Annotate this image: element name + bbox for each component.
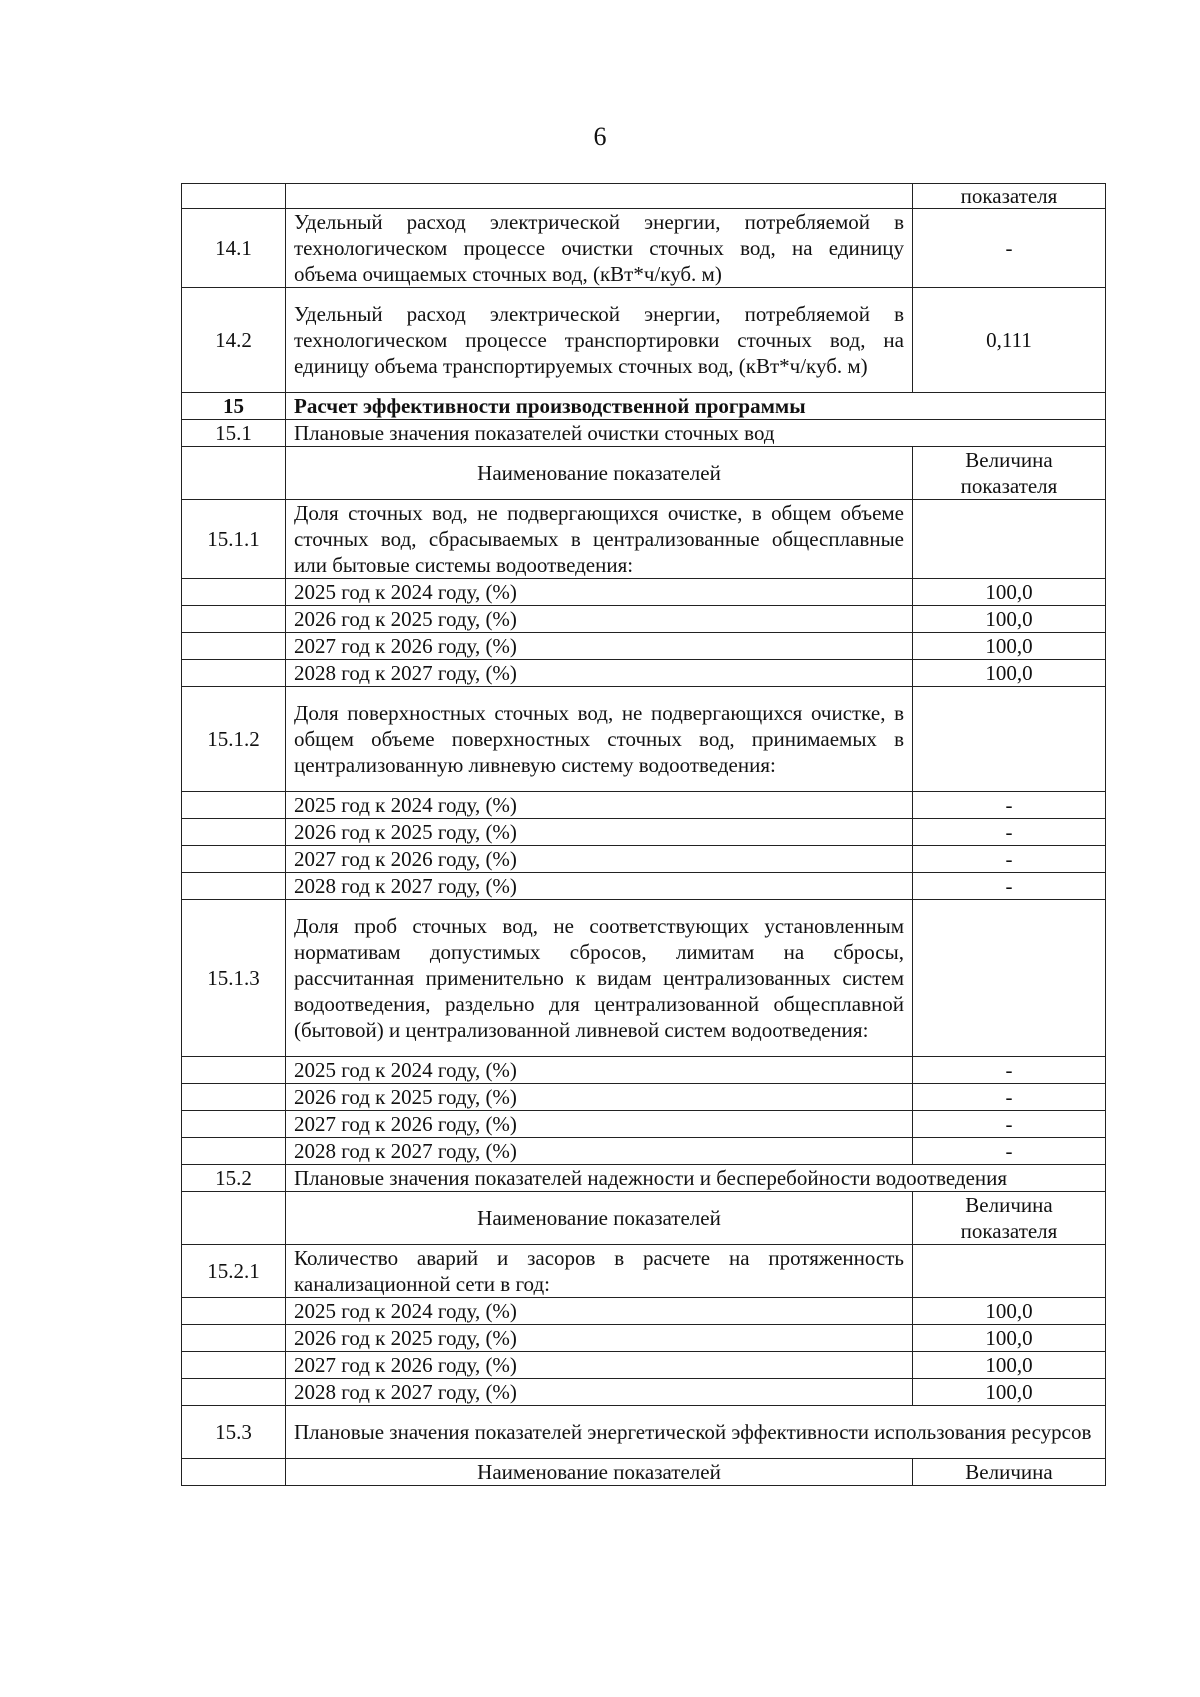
year-label: 2026 год к 2025 году, (%) <box>286 819 913 846</box>
row-number: 14.2 <box>182 288 286 393</box>
table-row-year <box>182 579 1106 606</box>
cell-empty <box>182 873 286 900</box>
table-row-year <box>182 819 1106 846</box>
row-text: Доля проб сточных вод, не соответствующих установленным нормативам допустимых сбросов, лимитам на сбросы, рассчитанная применительно к видам централизованных систем водоотведения, раздельно для централизованной общесплавной (бытовой) и централизованной ливневой систем водоотведения: <box>286 900 913 1057</box>
cell-empty <box>182 1192 286 1245</box>
year-label: 2025 год к 2024 году, (%) <box>286 1057 913 1084</box>
table-row-column-header <box>182 447 1106 500</box>
cell-empty <box>182 606 286 633</box>
year-value: - <box>913 873 1106 900</box>
table-row-15-1-3 <box>182 900 1106 1057</box>
cell-empty <box>182 1111 286 1138</box>
row-text: Удельный расход электрической энергии, потребляемой в технологическом процессе очистки сточных вод, на единицу объема очищаемых сточных вод, (кВт*ч/куб. м) <box>286 209 913 288</box>
table-row-column-header <box>182 1192 1106 1245</box>
header-value-cell: показателя <box>913 184 1106 209</box>
year-value: 100,0 <box>913 606 1106 633</box>
table-row-year <box>182 1084 1106 1111</box>
year-label: 2028 год к 2027 году, (%) <box>286 1138 913 1165</box>
cell-empty <box>286 184 913 209</box>
subsection-number: 15.3 <box>182 1406 286 1459</box>
year-label: 2026 год к 2025 году, (%) <box>286 1325 913 1352</box>
cell-empty <box>182 184 286 209</box>
cell-empty <box>182 1298 286 1325</box>
table-row-year <box>182 1057 1106 1084</box>
table-row-year <box>182 792 1106 819</box>
row-text: Удельный расход электрической энергии, потребляемой в технологическом процессе транспортировки сточных вод, на единицу объема транспортируемых сточных вод, (кВт*ч/куб. м) <box>286 288 913 393</box>
year-label: 2028 год к 2027 году, (%) <box>286 1379 913 1406</box>
year-value: - <box>913 1138 1106 1165</box>
cell-empty <box>182 1379 286 1406</box>
table-row-year <box>182 873 1106 900</box>
cell-empty <box>182 579 286 606</box>
year-label: 2027 год к 2026 году, (%) <box>286 633 913 660</box>
year-label: 2028 год к 2027 году, (%) <box>286 660 913 687</box>
subsection-number: 15.1 <box>182 420 286 447</box>
cell-empty <box>182 1057 286 1084</box>
row-text: Количество аварий и засоров в расчете на протяженность канализационной сети в год: <box>286 1245 913 1298</box>
row-number: 15.1.3 <box>182 900 286 1057</box>
table-row-15-1-2 <box>182 687 1106 792</box>
row-value: - <box>913 209 1106 288</box>
row-value: 0,111 <box>913 288 1106 393</box>
cell-empty <box>182 1352 286 1379</box>
year-value: 100,0 <box>913 579 1106 606</box>
table-row-15-2-1 <box>182 1245 1106 1298</box>
table-row-14-1 <box>182 209 1106 288</box>
year-label: 2027 год к 2026 году, (%) <box>286 1111 913 1138</box>
table-row-year <box>182 1298 1106 1325</box>
year-label: 2028 год к 2027 году, (%) <box>286 873 913 900</box>
table-row-15-2 <box>182 1165 1106 1192</box>
section-title: Расчет эффективности производственной программы <box>286 393 1106 420</box>
subsection-number: 15.2 <box>182 1165 286 1192</box>
year-value: - <box>913 846 1106 873</box>
cell-empty <box>182 846 286 873</box>
year-value: - <box>913 1084 1106 1111</box>
cell-empty <box>182 660 286 687</box>
year-value: 100,0 <box>913 1352 1106 1379</box>
year-label: 2027 год к 2026 году, (%) <box>286 1352 913 1379</box>
column-header-value: Величина показателя <box>913 447 1106 500</box>
cell-empty <box>182 1138 286 1165</box>
year-value: - <box>913 819 1106 846</box>
year-label: 2026 год к 2025 году, (%) <box>286 1084 913 1111</box>
column-header-name: Наименование показателей <box>286 447 913 500</box>
subsection-title: Плановые значения показателей надежности и бесперебойности водоотведения <box>286 1165 1106 1192</box>
column-header-name: Наименование показателей <box>286 1192 913 1245</box>
table-row-continued-header <box>182 184 1106 209</box>
row-number: 15.1.2 <box>182 687 286 792</box>
year-label: 2026 год к 2025 году, (%) <box>286 606 913 633</box>
subsection-title: Плановые значения показателей энергетической эффективности использования ресурсов <box>286 1406 1106 1459</box>
table-row-year <box>182 606 1106 633</box>
table-row-15-1-1 <box>182 500 1106 579</box>
table-row-column-header <box>182 1459 1106 1486</box>
year-value: - <box>913 1111 1106 1138</box>
table-row-15-3 <box>182 1406 1106 1459</box>
cell-empty <box>182 1084 286 1111</box>
cell-empty <box>913 500 1106 579</box>
cell-empty <box>913 687 1106 792</box>
cell-empty <box>913 1245 1106 1298</box>
table-row-year <box>182 846 1106 873</box>
section-number: 15 <box>182 393 286 420</box>
cell-empty <box>182 792 286 819</box>
year-value: 100,0 <box>913 633 1106 660</box>
cell-empty <box>182 1459 286 1486</box>
row-number: 15.2.1 <box>182 1245 286 1298</box>
subsection-title: Плановые значения показателей очистки сточных вод <box>286 420 1106 447</box>
table-row-year <box>182 1325 1106 1352</box>
table-row-year <box>182 1111 1106 1138</box>
cell-empty <box>182 447 286 500</box>
cell-empty <box>182 633 286 660</box>
indicators-table <box>181 183 1106 1486</box>
cell-empty <box>182 819 286 846</box>
page-number: 6 <box>593 122 607 151</box>
year-value: - <box>913 1057 1106 1084</box>
table-row-year <box>182 1138 1106 1165</box>
year-value: 100,0 <box>913 1325 1106 1352</box>
year-label: 2025 год к 2024 году, (%) <box>286 1298 913 1325</box>
table-row-15-1 <box>182 420 1106 447</box>
table-row-year <box>182 660 1106 687</box>
column-header-value: Величина показателя <box>913 1192 1106 1245</box>
year-value: 100,0 <box>913 1379 1106 1406</box>
year-value: 100,0 <box>913 660 1106 687</box>
column-header-name: Наименование показателей <box>286 1459 913 1486</box>
year-label: 2025 год к 2024 году, (%) <box>286 792 913 819</box>
year-value: - <box>913 792 1106 819</box>
year-label: 2025 год к 2024 году, (%) <box>286 579 913 606</box>
row-number: 15.1.1 <box>182 500 286 579</box>
row-text: Доля поверхностных сточных вод, не подвергающихся очистке, в общем объеме поверхностных сточных вод, принимаемых в централизованную ливневую систему водоотведения: <box>286 687 913 792</box>
table-row-14-2 <box>182 288 1106 393</box>
table-row-year <box>182 633 1106 660</box>
table-row-15 <box>182 393 1106 420</box>
table-row-year <box>182 1379 1106 1406</box>
year-label: 2027 год к 2026 году, (%) <box>286 846 913 873</box>
cell-empty <box>182 1325 286 1352</box>
table-row-year <box>182 1352 1106 1379</box>
row-number: 14.1 <box>182 209 286 288</box>
row-text: Доля сточных вод, не подвергающихся очистке, в общем объеме сточных вод, сбрасываемых в централизованные общесплавные или бытовые системы водоотведения: <box>286 500 913 579</box>
cell-empty <box>913 900 1106 1057</box>
year-value: 100,0 <box>913 1298 1106 1325</box>
column-header-value: Величина <box>913 1459 1106 1486</box>
